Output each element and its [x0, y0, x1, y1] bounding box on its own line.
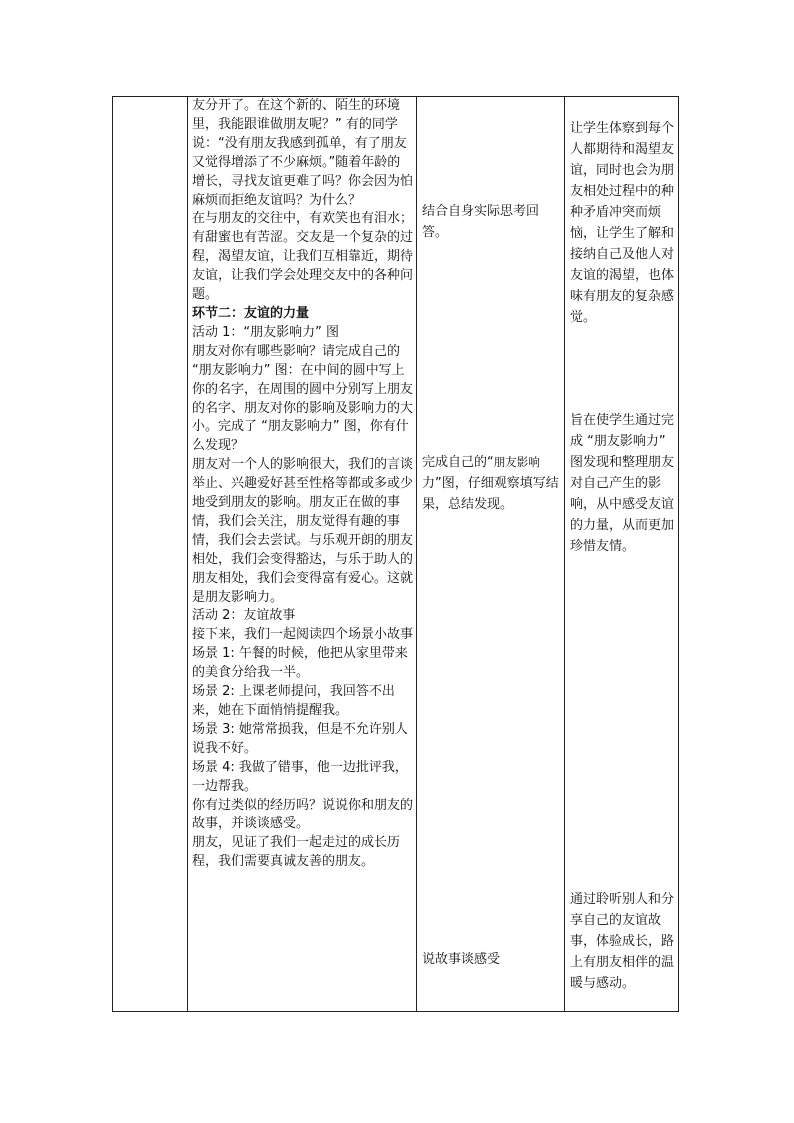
scene-item: 场景 1: 午餐的时候，他把从家里带来的美食分给我一半。 — [192, 646, 408, 681]
content-paragraph: 朋友对你有哪些影响？请完成自己的 “朋友影响力” 图：在中间的圆中写上你的名字，在周围的圆中分别写上朋友的名字、朋友对你的影响及影响力的大小。完成了 “朋友影响力” 图，你有什么发现？ — [192, 343, 414, 454]
student-activity-3: 说故事谈感受 — [422, 952, 501, 967]
content-paragraph: 你有过类似的经历吗？说说你和朋友的故事，并谈谈感受。 — [192, 797, 414, 832]
content-paragraph: 朋友对一个人的影响很大，我们的言谈举止、兴趣爱好甚至性格等都或多或少地受到朋友的影响。朋友正在做的事情，我们会关注，朋友觉得有趣的事情，我们会去尝试。与乐观开朗的朋友相处，我们会变得豁达，与乐于助人的朋友相处，我们会变得富有爱心。这就是朋友影响力。 — [192, 457, 414, 605]
stage-cell — [113, 97, 188, 1012]
lesson-plan-table — [112, 96, 679, 1012]
design-intent-2: 旨在使学生通过完成 “朋友影响力” 图发现和整理朋友对自己产生的影响，从中感受友谊的力量，从而更加珍惜友情。 — [570, 413, 675, 554]
student-activity-1: 结合自身实际思考回答。 — [422, 204, 540, 240]
teaching-content — [192, 97, 413, 872]
content-paragraph: 接下来，我们一起阅读四个场景小故事 — [192, 627, 414, 643]
student-activity-cell — [417, 97, 565, 1012]
scene-item: 场景 4: 我做了错事，他一边批评我，一边帮我。 — [192, 759, 408, 794]
scene-item: 场景 2: 上课老师提问，我回答不出来，她在下面悄悄提醒我。 — [192, 684, 395, 718]
design-intent-cell — [565, 97, 679, 1012]
design-intent-1: 让学生体察到每个人都期待和渴望友谊，同时也会为朋友相处过程中的种种矛盾冲突而烦恼，让学生了解和接纳自己及他人对友谊的渴望，也体味有朋友的复杂感觉。 — [570, 121, 675, 325]
table-row — [113, 97, 679, 1012]
scene-item: 场景 3: 她常常损我，但是不允许别人说我不好。 — [192, 721, 408, 756]
section-heading: 环节二：友谊的力量 — [192, 305, 310, 321]
content-paragraph: 在与朋友的交往中，有欢笑也有泪水；有甜蜜也有苦涩。交友是一个复杂的过程，渴望友谊，让我们互相靠近，期待友谊，让我们学会处理交友中的各种问题。 — [192, 211, 414, 303]
student-activity-2: 完成自己的“朋友影响力”图，仔细观察填写结果，总结发现。 — [422, 455, 559, 512]
content-paragraph: 朋友，见证了我们一起走过的成长历程，我们需要真诚友善的朋友。 — [192, 835, 401, 870]
activity-title: 活动 2：友谊故事 — [192, 608, 296, 624]
content-paragraph: 友分开了。在这个新的、陌生的环境里，我能跟谁做朋友呢？” 有的同学说：“没有朋友我感到孤单，有了朋友又觉得增添了不少麻烦。”随着年龄的增长，寻找友谊更难了吗？你会因为怕麻烦而拒绝友谊吗？为什么？ — [192, 98, 414, 208]
teaching-content-cell — [188, 97, 417, 1012]
design-intent-3: 通过聆听别人和分享自己的友谊故事，体验成长，路上有朋友相伴的温暖与感动。 — [570, 892, 675, 991]
activity-title: 活动 1：“朋友影响力” 图 — [192, 324, 340, 340]
